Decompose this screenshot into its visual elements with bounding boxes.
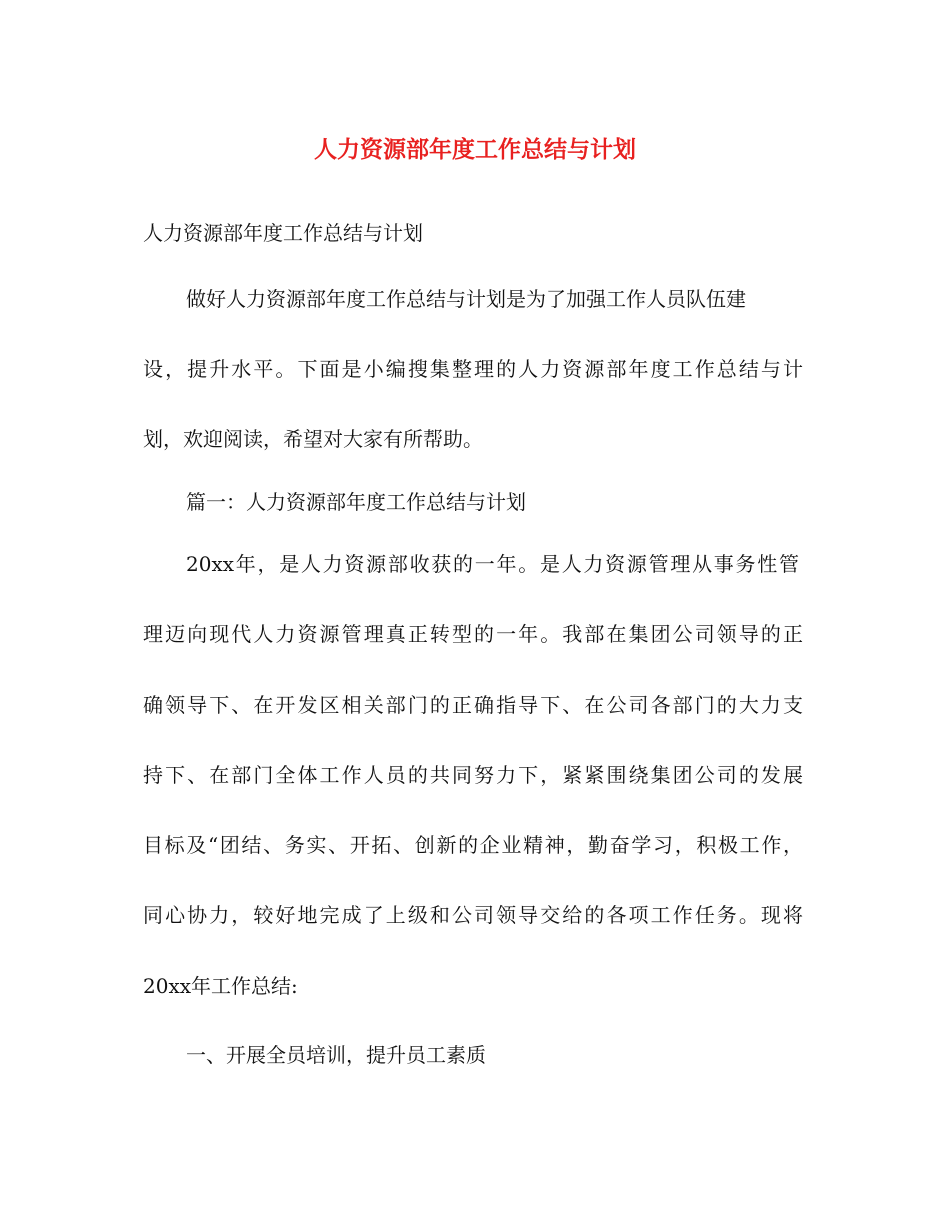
paragraph-line: 划，欢迎阅读，希望对大家有所帮助。 [143,427,483,451]
paragraph-line: 理迈向现代人力资源管理真正转型的一年。我部在集团公司领导的正 [143,622,803,646]
subtitle-line: 人力资源部年度工作总结与计划 [143,221,423,245]
paragraph-line: 20xx年工作总结: [143,974,298,998]
paragraph-line: 设，提升水平。下面是小编搜集整理的人力资源部年度工作总结与计 [143,357,803,381]
paragraph-line: 持下、在部门全体工作人员的共同努力下，紧紧围绕集团公司的发展 [143,763,803,787]
section-heading: 篇一：人力资源部年度工作总结与计划 [186,490,526,514]
paragraph-line: 确领导下、在开发区相关部门的正确指导下、在公司各部门的大力支 [143,693,803,717]
section-heading: 一、开展全员培训，提升员工素质 [186,1043,486,1067]
paragraph-line: 目标及“团结、务实、开拓、创新的企业精神，勤奋学习，积极工作， [143,833,803,857]
paragraph-line: 20xx年，是人力资源部收获的一年。是人力资源管理从事务性管 [186,552,799,576]
paragraph-line: 做好人力资源部年度工作总结与计划是为了加强工作人员队伍建 [186,287,746,311]
paragraph-line: 同心协力，较好地完成了上级和公司领导交给的各项工作任务。现将 [143,903,803,927]
document-title: 人力资源部年度工作总结与计划 [314,136,636,163]
